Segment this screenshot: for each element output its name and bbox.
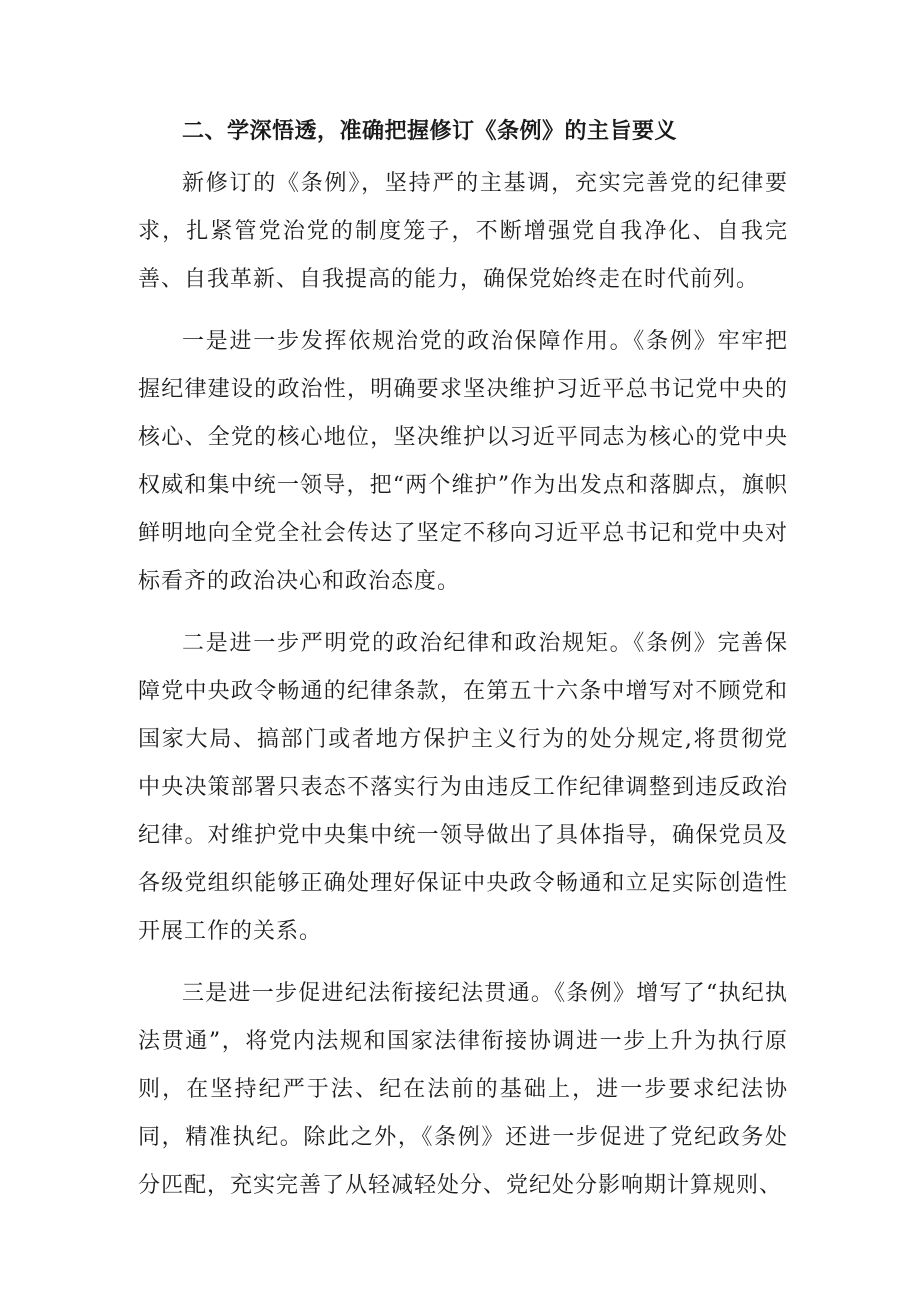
paragraph-point-three: 三是进一步促进纪法衔接纪法贯通。《条例》增写了“执纪执法贯通”，将党内法规和国家法律衔接协调进一步上升为执行原则，在坚持纪严于法、纪在法前的基础上，进一步要求纪法协同，精准执纪。除此之外，《条例》还进一步促进了党纪政务处分匹配，充实完善了从轻减轻处分、党纪处分影响期计算规则、 xyxy=(138,981,788,1198)
paragraph-point-one: 一是进一步发挥依规治党的政治保障作用。《条例》牢牢把握纪律建设的政治性，明确要求坚决维护习近平总书记党中央的核心、全党的核心地位，坚决维护以习近平同志为核心的党中央权威和集中统一领导，把“两个维护”作为出发点和落脚点，旗帜鲜明地向全党全社会传达了坚定不移向习近平总书记和党中央对标看齐的政治决心和政治态度。 xyxy=(138,329,788,594)
paragraph-point-two: 二是进一步严明党的政治纪律和政治规矩。《条例》完善保障党中央政令畅通的纪律条款，在第五十六条中增写对不顾党和国家大局、搞部门或者地方保护主义行为的处分规定,将贯彻党中央决策部署只表态不落实行为由违反工作纪律调整到违反政治纪律。对维护党中央集中统一领导做出了具体指导，确保党员及各级党组织能够正确处理好保证中央政令畅通和立足实际创造性开展工作的关系。 xyxy=(138,631,788,944)
document-body xyxy=(138,112,788,1210)
paragraph-intro: 新修订的《条例》，坚持严的主基调，充实完善党的纪律要求，扎紧管党治党的制度笼子，不断增强党自我净化、自我完善、自我革新、自我提高的能力，确保党始终走在时代前列。 xyxy=(138,171,788,292)
section-heading: 二、学深悟透，准确把握修订《条例》的主旨要义 xyxy=(182,119,678,144)
